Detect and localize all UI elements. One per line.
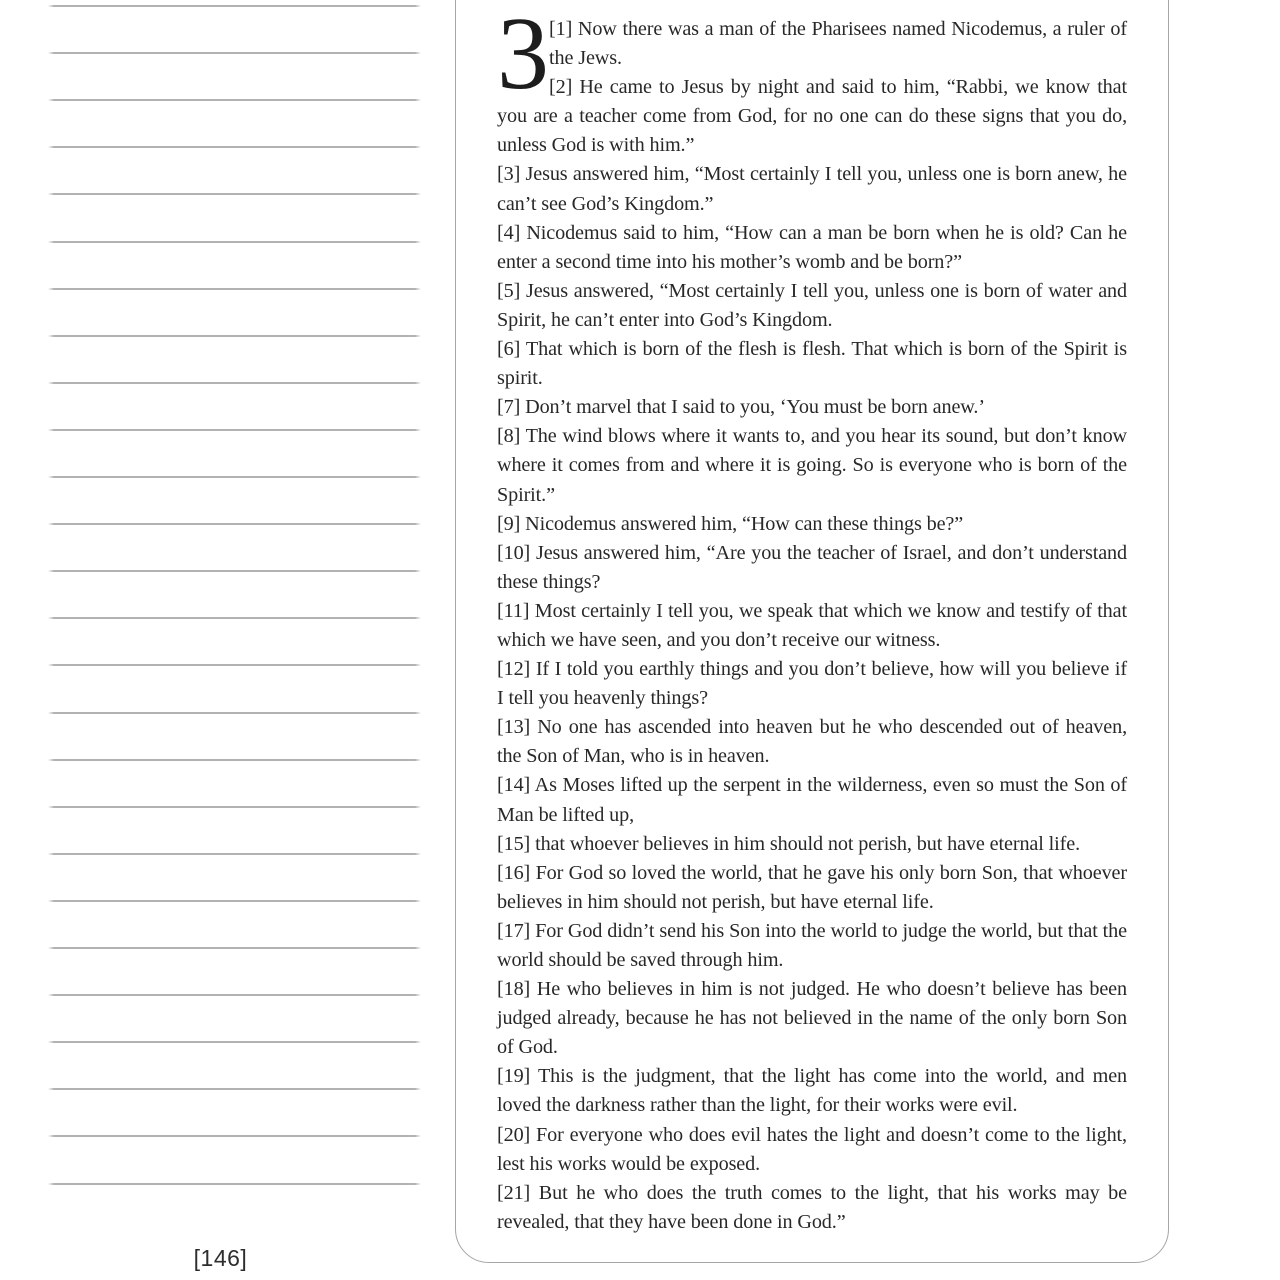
notebook-rule-line bbox=[48, 52, 421, 54]
verse-text: If I told you earthly things and you don’t believe, how will you believe if I tell you heavenly things? bbox=[497, 658, 1127, 710]
verse bbox=[497, 713, 1127, 771]
verse-number: [1] bbox=[549, 18, 573, 40]
verse bbox=[497, 393, 1127, 422]
verse-text: that whoever believes in him should not perish, but have eternal life. bbox=[535, 832, 1081, 855]
notebook-rule-line bbox=[48, 335, 421, 337]
notebook-rule-line bbox=[48, 759, 421, 761]
notebook-rule-line bbox=[48, 146, 421, 148]
verse-number: [6] bbox=[497, 338, 521, 361]
verse-number: [19] bbox=[497, 1065, 531, 1088]
verse-text: No one has ascended into heaven but he who descended out of heaven, the Son of Man, who is in heaven. bbox=[497, 716, 1127, 768]
verse bbox=[497, 160, 1127, 218]
verse-number: [11] bbox=[497, 599, 530, 622]
verse-text: For everyone who does evil hates the light and doesn’t come to the light, lest his works would be exposed. bbox=[497, 1123, 1127, 1175]
notebook-rule-line bbox=[48, 947, 421, 949]
verse-number: [12] bbox=[497, 658, 531, 681]
notebook-rule-line bbox=[48, 712, 421, 714]
notebook-rule-line bbox=[48, 1041, 421, 1043]
notes-lines-panel bbox=[48, 0, 421, 1280]
notebook-rule-line bbox=[48, 570, 421, 572]
chapter-drop-cap: 3 bbox=[497, 0, 549, 111]
verse-number: [10] bbox=[497, 541, 531, 564]
verse bbox=[497, 15, 1127, 73]
notebook-rule-line bbox=[48, 99, 421, 101]
verse bbox=[497, 917, 1127, 975]
notebook-rule-line bbox=[48, 241, 421, 243]
verse-text: Nicodemus answered him, “How can these things be?” bbox=[525, 512, 964, 535]
verse-number: [14] bbox=[497, 774, 531, 797]
notebook-rule-line bbox=[48, 617, 421, 619]
verse-number: [15] bbox=[497, 832, 531, 855]
scripture-text-block bbox=[497, 0, 1128, 1237]
verse bbox=[497, 859, 1127, 917]
notebook-rule-line bbox=[48, 193, 421, 195]
verse bbox=[497, 655, 1127, 713]
notebook-rule-line bbox=[48, 994, 421, 996]
notebook-rule-line bbox=[48, 429, 421, 431]
verse bbox=[497, 975, 1127, 1062]
verse-number: [7] bbox=[497, 396, 521, 419]
verse bbox=[497, 830, 1127, 859]
verse bbox=[497, 1062, 1127, 1120]
notebook-rule-line bbox=[48, 1135, 421, 1137]
verse-text: But he who does the truth comes to the light, that his works may be revealed, that they have been done in God.” bbox=[497, 1181, 1127, 1233]
verse bbox=[497, 597, 1127, 655]
verse-number: [5] bbox=[497, 279, 521, 302]
verse-text: For God didn’t send his Son into the world to judge the world, but that the world should be saved through him. bbox=[497, 919, 1127, 971]
notebook-rule-line bbox=[48, 853, 421, 855]
notebook-rule-line bbox=[48, 1183, 421, 1185]
verse-text: He who believes in him is not judged. He who doesn’t believe has been judged already, because he has not believed in the name of the only born Son of God. bbox=[497, 978, 1127, 1059]
verse-text: Jesus answered him, “Most certainly I tell you, unless one is born anew, he can’t see God’s Kingdom.” bbox=[497, 163, 1127, 215]
verse-text: The wind blows where it wants to, and you hear its sound, but don’t know where it comes from and where it is going. So is everyone who is born of the Spirit.” bbox=[497, 425, 1128, 506]
verse bbox=[497, 73, 1127, 160]
page-number: [146] bbox=[193, 1245, 248, 1271]
notebook-rule-line bbox=[48, 900, 421, 902]
verse-text: Nicodemus said to him, “How can a man be born when he is old? Can he enter a second time into his mother’s womb and be born?” bbox=[497, 221, 1127, 273]
verse bbox=[497, 422, 1127, 509]
notebook-rule-line bbox=[48, 288, 421, 290]
notebook-rule-line bbox=[48, 382, 421, 384]
verse-text: That which is born of the flesh is flesh. That which is born of the Spirit is spirit. bbox=[497, 338, 1128, 390]
verse-text: Jesus answered, “Most certainly I tell you, unless one is born of water and Spirit, he can’t enter into God’s Kingdom. bbox=[497, 279, 1127, 331]
verses-container bbox=[497, 15, 1127, 1237]
notebook-rule-line bbox=[48, 476, 421, 478]
verse bbox=[497, 510, 1127, 539]
notebook-rule-line bbox=[48, 664, 421, 666]
verse-number: [4] bbox=[497, 221, 521, 244]
verse bbox=[497, 1179, 1127, 1237]
verse-text: As Moses lifted up the serpent in the wilderness, even so must the Son of Man be lifted up, bbox=[497, 774, 1127, 826]
notebook-rule-line bbox=[48, 523, 421, 525]
verse bbox=[497, 277, 1127, 335]
verse-number: [21] bbox=[497, 1181, 531, 1204]
verse-text: He came to Jesus by night and said to him, “Rabbi, we know that you are a teacher come from God, for no one can do these signs that you do, unless God is with him.” bbox=[497, 76, 1127, 157]
verse-number: [9] bbox=[497, 512, 521, 535]
verse-number: [8] bbox=[497, 425, 521, 448]
verse-text: For God so loved the world, that he gave his only born Son, that whoever believes in him should not perish, but have eternal life. bbox=[497, 861, 1127, 913]
verse-number: [13] bbox=[497, 716, 531, 739]
verse bbox=[497, 1121, 1127, 1179]
verse-text: Now there was a man of the Pharisees named Nicodemus, a ruler of the Jews. bbox=[549, 18, 1127, 70]
verse-number: [20] bbox=[497, 1123, 531, 1146]
verse-text: Don’t marvel that I said to you, ‘You must be born anew.’ bbox=[525, 396, 985, 419]
verse-text: Jesus answered him, “Are you the teacher of Israel, and don’t understand these things? bbox=[497, 541, 1127, 593]
scripture-card bbox=[455, 0, 1169, 1263]
notebook-rule-line bbox=[48, 1088, 421, 1090]
verse bbox=[497, 219, 1127, 277]
verse bbox=[497, 539, 1127, 597]
verse-number: [16] bbox=[497, 861, 531, 884]
verse bbox=[497, 771, 1127, 829]
verse-number: [2] bbox=[549, 76, 573, 99]
verse-number: [17] bbox=[497, 919, 531, 942]
verse bbox=[497, 335, 1127, 393]
verse-text: Most certainly I tell you, we speak that which we know and testify of that which we have seen, and you don’t receive our witness. bbox=[497, 599, 1127, 651]
verse-number: [3] bbox=[497, 163, 521, 186]
verse-number: [18] bbox=[497, 978, 531, 1001]
notebook-rule-line bbox=[48, 5, 421, 7]
verse-text: This is the judgment, that the light has come into the world, and men loved the darkness rather than the light, for their works were evil. bbox=[497, 1065, 1128, 1117]
notebook-rule-line bbox=[48, 806, 421, 808]
